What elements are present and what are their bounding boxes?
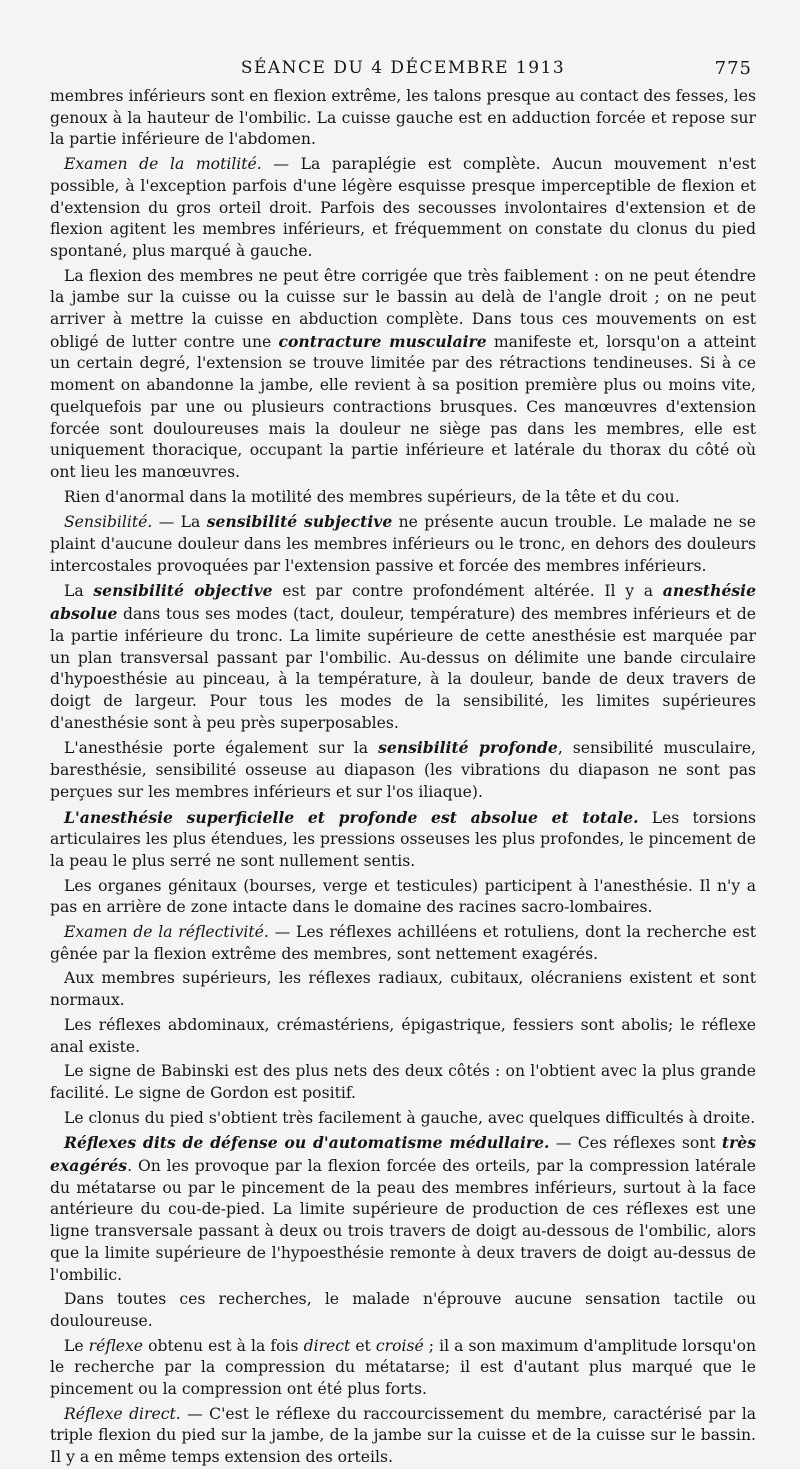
text-run: La flexion des membres ne peut être corrigée que très faiblement : on ne peut étendre la jambe sur la cuisse ou la cuisse sur le bassin au delà de l'angle droit ; on ne peut arriver à mettre la cuisse en abduction complète. Dans tous ces mouvements on est obligé de lutter contre une bbox=[50, 266, 756, 351]
italic-text: Examen de la motilité. bbox=[64, 155, 262, 174]
paragraph bbox=[50, 1132, 756, 1286]
text-run: . On les provoque par la flexion forcée des orteils, par la compression latérale du métatarse ou par le pincement de la peau des membres inférieurs, surtout à la face antérieure du cou-de-pied. La limite supérieure de production de ces réflexes est une ligne transversale passant à deux ou trois travers de doigt au-dessous de l'ombilic, alors que la limite supérieure de l'hypoesthésie remonte à deux travers de doigt au-dessus de l'ombilic. bbox=[50, 1157, 756, 1284]
italic-text: croisé bbox=[375, 1336, 424, 1355]
text-run: obtenu est à la fois bbox=[143, 1336, 304, 1355]
emphasis-text: contracture musculaire bbox=[278, 331, 487, 351]
document-page bbox=[50, 52, 756, 1469]
paragraph bbox=[50, 1336, 756, 1401]
paragraph bbox=[50, 86, 756, 151]
text-run: Aux membres supérieurs, les réflexes radiaux, cubitaux, olécraniens existent et sont normaux. bbox=[50, 969, 756, 1010]
body-text bbox=[50, 86, 756, 1469]
text-run: est par contre profondément altérée. Il y a bbox=[272, 582, 663, 601]
text-run: Le clonus du pied s'obtient très facilement à gauche, avec quelques difficultés à droite. bbox=[64, 1108, 756, 1127]
text-run: dans tous ses modes (tact, douleur, température) des membres inférieurs et de la partie inférieure du tronc. La limite supérieure de cette anesthésie est marquée par un plan transversal passant par l'ombilic. Au-dessus on délimite une bande circulaire d'hypoesthésie au pinceau, à la température, à la douleur, bande de deux travers de doigt de largeur. Pour tous les modes de la sensibilité, les limites supérieures d'anesthésie sont à peu près superposables. bbox=[50, 605, 756, 732]
text-run: Les réflexes abdominaux, crémastériens, épigastrique, fessiers sont abolis; le réflexe anal existe. bbox=[50, 1015, 756, 1056]
paragraph bbox=[50, 1404, 756, 1469]
italic-text: Réflexe direct. bbox=[64, 1404, 181, 1423]
paragraph bbox=[50, 968, 756, 1011]
running-title: SÉANCE DU 4 DÉCEMBRE 1913 bbox=[240, 58, 566, 78]
italic-text: Sensibilité. bbox=[64, 513, 153, 532]
text-run: et bbox=[350, 1336, 376, 1355]
paragraph bbox=[50, 922, 756, 965]
text-run: membres inférieurs sont en flexion extrême, les talons presque au contact des fesses, les genoux à la hauteur de l'ombilic. La cuisse gauche est en adduction forcée et repose sur la partie inférieure de l'abdomen. bbox=[50, 87, 756, 149]
text-run: Le signe de Babinski est des plus nets des deux côtés : on l'obtient avec la plus grande facilité. Le signe de Gordon est positif. bbox=[50, 1062, 756, 1102]
text-run: — Ces réflexes sont bbox=[549, 1134, 722, 1153]
paragraph bbox=[50, 737, 756, 803]
emphasis-text: sensibilité subjective bbox=[206, 512, 393, 532]
text-run: Les organes génitaux (bourses, verge et testicules) participent à l'anesthésie. Il n'y a pas en arrière de zone intacte dans le domaine des racines sacro-lombaires. bbox=[50, 876, 756, 917]
paragraph bbox=[50, 1289, 756, 1332]
paragraph bbox=[50, 1015, 756, 1058]
paragraph bbox=[50, 876, 756, 919]
text-run: , sensibilité musculaire, baresthésie, sensibilité osseuse au diapason (les vibrations du diapason ne sont pas perçues sur les membres inférieurs et sur l'os iliaque). bbox=[50, 739, 757, 801]
emphasis-text: très exagérés bbox=[50, 1133, 756, 1176]
paragraph bbox=[50, 1108, 756, 1130]
text-run: — Les réflexes achilléens et rotuliens, dont la recherche est gênée par la flexion extrême des membres, sont nettement exagérés. bbox=[50, 923, 756, 963]
paragraph bbox=[50, 266, 756, 484]
paragraph bbox=[50, 154, 756, 263]
text-run: ne présente aucun trouble. Le malade ne se plaint d'aucune douleur dans les membres inférieurs ou le tronc, en dehors des douleurs intercostales provoquées par l'extension passive et forcée des membres inférieurs. bbox=[50, 513, 756, 575]
emphasis-text: Réflexes dits de défense ou d'automatisme médullaire. bbox=[64, 1133, 550, 1153]
emphasis-text: anesthésie absolue bbox=[50, 581, 757, 624]
emphasis-text: sensibilité profonde bbox=[378, 738, 558, 758]
italic-text: réflexe bbox=[88, 1336, 143, 1355]
paragraph bbox=[50, 1061, 756, 1104]
paragraph bbox=[50, 580, 756, 734]
text-run: La bbox=[64, 582, 94, 601]
text-run: Dans toutes ces recherches, le malade n'éprouve aucune sensation tactile ou douloureuse. bbox=[50, 1290, 756, 1330]
page-number: 775 bbox=[714, 58, 752, 79]
text-run: L'anesthésie porte également sur la bbox=[64, 739, 379, 758]
italic-text: Examen de la réflectivité. bbox=[64, 923, 269, 942]
emphasis-text: L'anesthésie superficielle et profonde est absolue et totale. bbox=[64, 807, 639, 827]
italic-text: direct bbox=[303, 1336, 351, 1355]
text-run: Le bbox=[64, 1336, 89, 1355]
emphasis-text: sensibilité objective bbox=[93, 581, 273, 601]
text-run: — C'est le réflexe du raccourcissement du membre, caractérisé par la triple flexion du pied sur la jambe, de la jambe sur la cuisse et de la cuisse sur le bassin. Il y a en même temps extension des orteils. bbox=[50, 1404, 756, 1467]
paragraph bbox=[50, 487, 756, 509]
text-run: Rien d'anormal dans la motilité des membres supérieurs, de la tête et du cou. bbox=[64, 487, 680, 506]
running-header bbox=[50, 52, 756, 86]
text-run: — La bbox=[152, 513, 207, 532]
text-run: manifeste et, lorsqu'on a atteint un certain degré, l'extension se trouve limitée par des rétractions tendineuses. Si à ce moment on abandonne la jambe, elle revient à sa position première plus ou moins vite, quelquefois par une ou plusieurs contractions brusques. Ces manœuvres d'extension forcée sont douloureuses mais la douleur ne siège pas dans les membres, elle est uniquement thoracique, occupant la partie inférieure et latérale du thorax du côté où ont lieu les manœuvres. bbox=[50, 332, 756, 481]
text-run: ; il a son maximum d'amplitude lorsqu'on le recherche par la compression du métatarse; il est d'autant plus marqué que le pincement ou la compression ont été plus forts. bbox=[50, 1336, 757, 1399]
text-run: Les torsions articulaires les plus étendues, les pressions osseuses les plus profondes, le pincement de la peau le plus serré ne sont nullement sentis. bbox=[50, 808, 756, 870]
paragraph bbox=[50, 511, 756, 577]
text-run: — La paraplégie est complète. Aucun mouvement n'est possible, à l'exception parfois d'une légère esquisse presque imperceptible de flexion et d'extension du gros orteil droit. Parfois des secousses involontaires d'extension et de flexion agitent les membres inférieurs, et fréquemment on constate du clonus du pied spontané, plus marqué à gauche. bbox=[50, 155, 756, 260]
paragraph bbox=[50, 807, 756, 873]
